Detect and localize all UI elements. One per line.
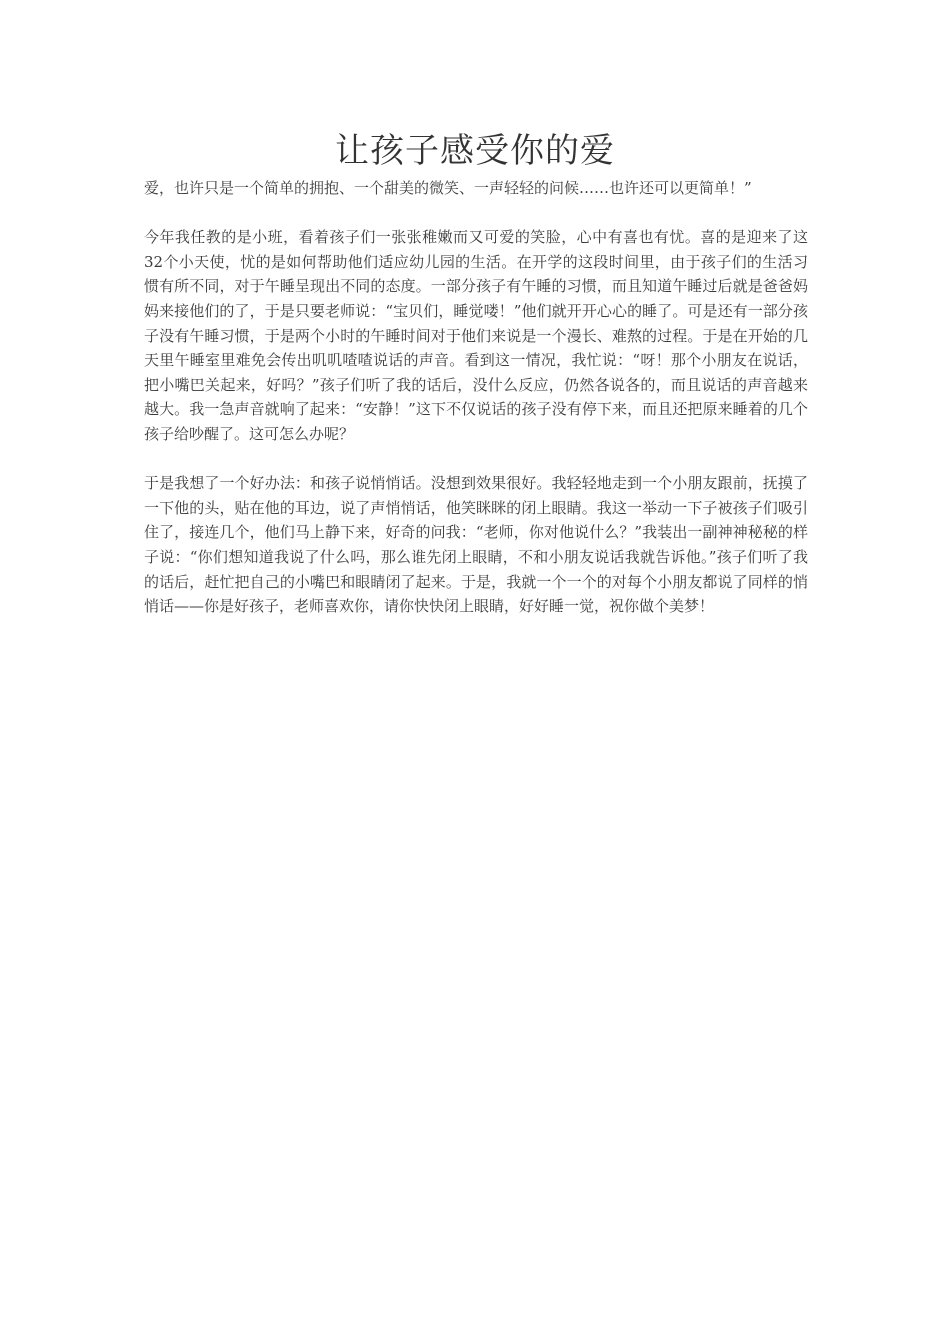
paragraph-intro: 爱，也许只是一个简单的拥抱、一个甜美的微笑、一声轻轻的问候……也许还可以更简单！” bbox=[144, 179, 752, 197]
document-title: 让孩子感受你的爱 bbox=[335, 131, 615, 171]
paragraph-gap bbox=[144, 447, 808, 472]
paragraph-whisper-solution: 于是我想了一个好办法：和孩子说悄悄话。没想到效果很好。我轻轻地走到一个小朋友跟前，抚摸了一下他的头，贴在他的耳边，说了声悄悄话，他笑眯眯的闭上眼睛。我这一举动一下子被孩子们吸引住了，接连几个，他们马上静下来，好奇的问我：“老师，你对他说什么？”我装出一副神神秘秘的样子说：“你们想知道我说了什么吗，那么谁先闭上眼睛，不和小朋友说话我就告诉他。”孩子们听了我的话后，赶忙把自己的小嘴巴和眼睛闭了起来。于是，我就一个一个的对每个小朋友都说了同样的悄悄话——你是好孩子，老师喜欢你，请你快快闭上眼睛，好好睡一觉，祝你做个美梦！ bbox=[144, 474, 808, 616]
document-body bbox=[144, 176, 808, 619]
paragraph-gap bbox=[144, 201, 808, 226]
paragraph-nap-problem: 今年我任教的是小班，看着孩子们一张张稚嫩而又可爱的笑脸，心中有喜也有忧。喜的是迎来了这32个小天使，忧的是如何帮助他们适应幼儿园的生活。在开学的这段时间里，由于孩子们的生活习惯有所不同，对于午睡呈现出不同的态度。一部分孩子有午睡的习惯，而且知道午睡过后就是爸爸妈妈来接他们的了，于是只要老师说：“宝贝们，睡觉喽！”他们就开开心心的睡了。可是还有一部分孩子没有午睡习惯，于是两个小时的午睡时间对于他们来说是一个漫长、难熬的过程。于是在开始的几天里午睡室里难免会传出叽叽喳喳说话的声音。看到这一情况，我忙说：“呀！那个小朋友在说话，把小嘴巴关起来，好吗？”孩子们听了我的话后，没什么反应，仍然各说各的，而且说话的声音越来越大。我一急声音就响了起来：“安静！”这下不仅说话的孩子没有停下来，而且还把原来睡着的几个孩子给吵醒了。这可怎么办呢？ bbox=[144, 228, 808, 443]
